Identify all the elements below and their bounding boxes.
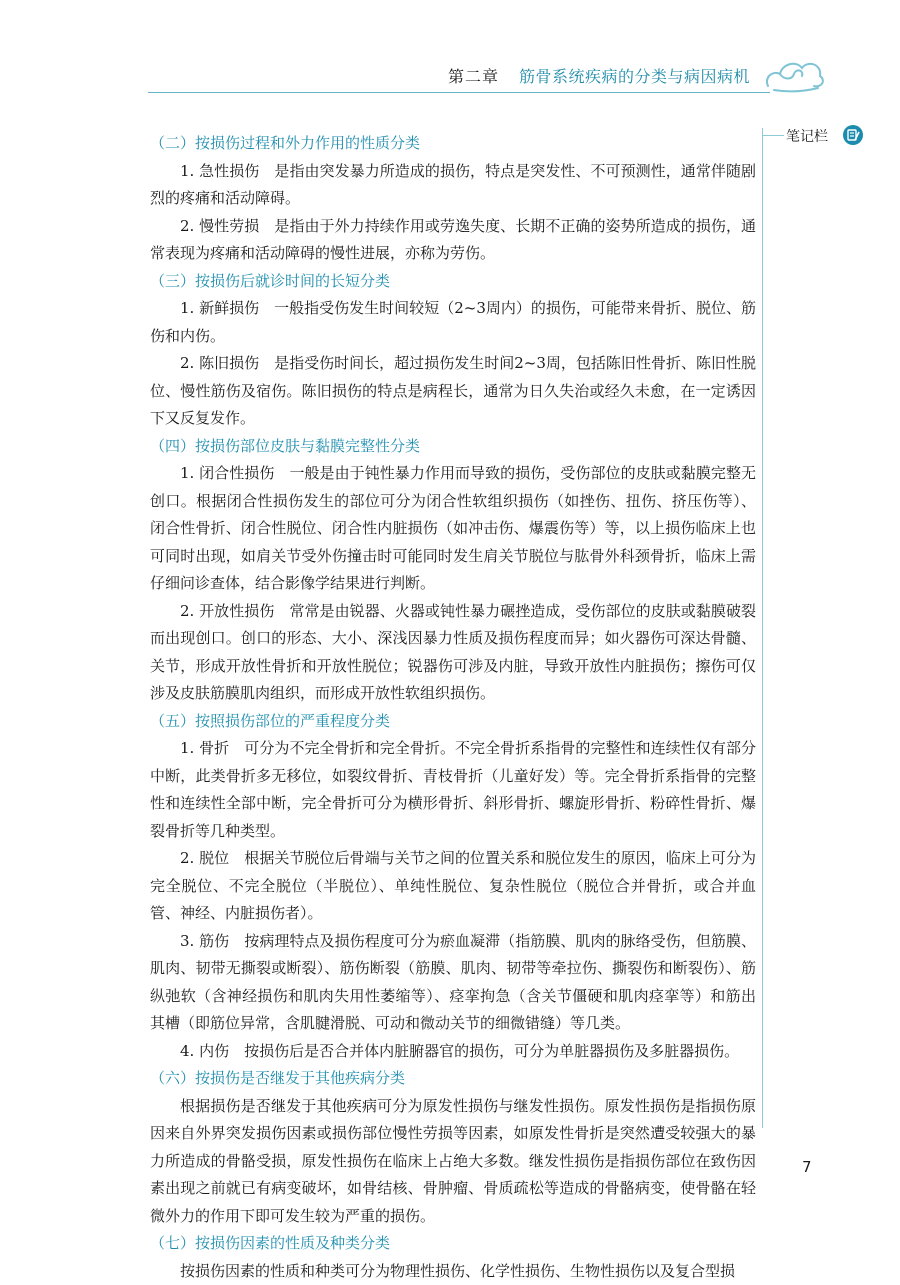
paragraph: 根据损伤是否继发于其他疾病可分为原发性损伤与继发性损伤。原发性损伤是指损伤原因来自外界突发损伤因素或损伤部位慢性劳损等因素，如原发性骨折是突然遭受较强大的暴力所造成的骨骼受损，原发性损伤在临床上占绝大多数。继发性损伤是指损伤部位在致伤因素出现之前就已有病变破坏，如骨结核、骨肿瘤、骨质疏松等造成的骨骼病变，使骨骼在轻微外力的作用下即可发生较为严重的损伤。 [150,1093,756,1231]
paragraph: 4. 内伤 按损伤后是否合并体内脏腑器官的损伤，可分为单脏器损伤及多脏器损伤。 [150,1038,756,1066]
section-heading: （五）按照损伤部位的严重程度分类 [150,708,756,736]
section-heading: （二）按损伤过程和外力作用的性质分类 [150,130,756,158]
chapter-label: 第二章 [448,67,499,86]
cloud-ornament-icon [762,54,828,94]
notes-column-header [762,118,872,158]
section-heading: （六）按损伤是否继发于其他疾病分类 [150,1065,756,1093]
section-heading: （七）按损伤因素的性质及种类分类 [150,1230,756,1258]
header-text [448,64,750,87]
paragraph: 按损伤因素的性质和种类可分为物理性损伤、化学性损伤、生物性损伤以及复合型损 [150,1258,756,1285]
paragraph: 2. 慢性劳损 是指由于外力持续作用或劳逸失度、长期不正确的姿势所造成的损伤，通常表现为疼痛和活动障碍的慢性进展，亦称为劳伤。 [150,213,756,268]
paragraph: 1. 闭合性损伤 一般是由于钝性暴力作用而导致的损伤，受伤部位的皮肤或黏膜完整无创口。根据闭合性损伤发生的部位可分为闭合性软组织损伤（如挫伤、扭伤、挤压伤等）、闭合性骨折、闭合性脱位、闭合性内脏损伤（如冲击伤、爆震伤等）等，以上损伤临床上也可同时出现，如肩关节受外伤撞击时可能同时发生肩关节脱位与肱骨外科颈骨折，临床上需仔细问诊查体，结合影像学结果进行判断。 [150,460,756,598]
notes-tick [762,135,784,136]
header-rule [148,92,770,93]
paragraph: 1. 新鲜损伤 一般指受伤发生时间较短（2~3周内）的损伤，可能带来骨折、脱位、筋伤和内伤。 [150,295,756,350]
notes-label: 笔记栏 [786,126,828,146]
chapter-title: 筋骨系统疾病的分类与病因病机 [519,67,750,86]
page-body [150,130,756,1285]
section-heading: （三）按损伤后就诊时间的长短分类 [150,268,756,296]
paragraph: 1. 急性损伤 是指由突发暴力所造成的损伤，特点是突发性、不可预测性，通常伴随剧烈的疼痛和活动障碍。 [150,158,756,213]
notebook-pencil-icon [842,124,864,146]
paragraph: 2. 开放性损伤 常常是由锐器、火器或钝性暴力碾挫造成，受伤部位的皮肤或黏膜破裂而出现创口。创口的形态、大小、深浅因暴力性质及损伤程度而异；如火器伤可深达骨髓、关节，形成开放性骨折和开放性脱位；锐器伤可涉及内脏，导致开放性内脏损伤；擦伤可仅涉及皮肤筋膜肌肉组织，而形成开放性软组织损伤。 [150,598,756,708]
paragraph: 1. 骨折 可分为不完全骨折和完全骨折。不完全骨折系指骨的完整性和连续性仅有部分中断，此类骨折多无移位，如裂纹骨折、青枝骨折（儿童好发）等。完全骨折系指骨的完整性和连续性全部中断，完全骨折可分为横形骨折、斜形骨折、螺旋形骨折、粉碎性骨折、爆裂骨折等几种类型。 [150,735,756,845]
section-heading: （四）按损伤部位皮肤与黏膜完整性分类 [150,433,756,461]
page-number: 7 [802,1158,812,1176]
paragraph: 2. 陈旧损伤 是指受伤时间长，超过损伤发生时间2~3周，包括陈旧性骨折、陈旧性脱位、慢性筋伤及宿伤。陈旧损伤的特点是病程长，通常为日久失治或经久未愈，在一定诱因下又反复发作。 [150,350,756,433]
paragraph: 2. 脱位 根据关节脱位后骨端与关节之间的位置关系和脱位发生的原因，临床上可分为完全脱位、不完全脱位（半脱位）、单纯性脱位、复杂性脱位（脱位合并骨折，或合并血管、神经、内脏损伤者）。 [150,845,756,928]
running-header [0,52,900,92]
notes-margin-rule [762,128,763,1128]
paragraph: 3. 筋伤 按病理特点及损伤程度可分为瘀血凝滞（指筋膜、肌肉的脉络受伤，但筋膜、肌肉、韧带无撕裂或断裂）、筋伤断裂（筋膜、肌肉、韧带等牵拉伤、撕裂伤和断裂伤）、筋纵弛软（含神经损伤和肌肉失用性萎缩等）、痉挛拘急（含关节僵硬和肌肉痉挛等）和筋出其槽（即筋位异常，含肌腱滑脱、可动和微动关节的细微错缝）等几类。 [150,928,756,1038]
